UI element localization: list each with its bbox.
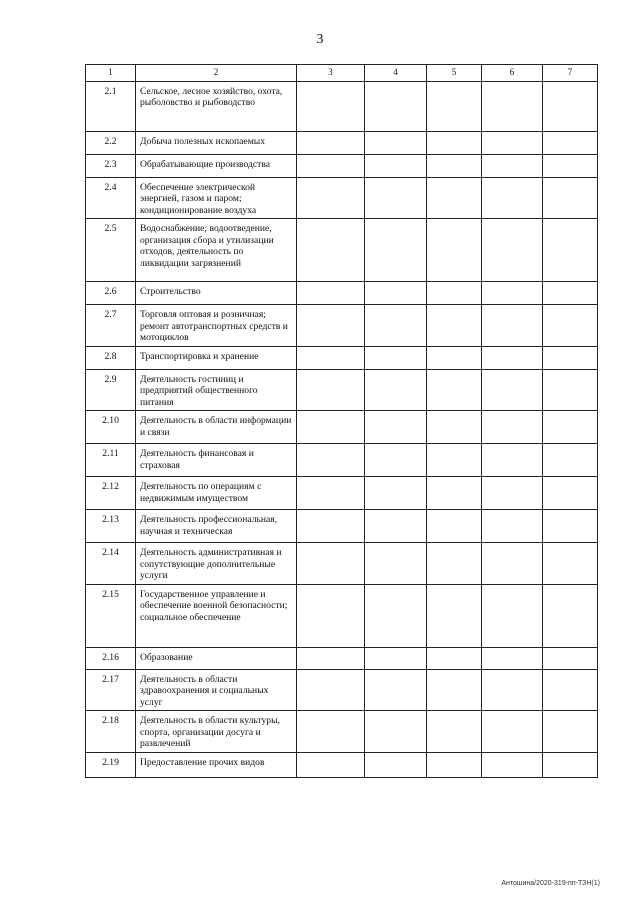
empty-cell (543, 219, 598, 282)
empty-cell (543, 647, 598, 669)
column-header: 4 (365, 65, 427, 82)
column-header: 5 (427, 65, 482, 82)
empty-cell (482, 543, 543, 585)
activity-label: Деятельность гостиниц и предприятий общественного питания (136, 369, 297, 411)
table-row (86, 282, 598, 305)
empty-cell (482, 752, 543, 777)
activity-label: Строительство (136, 282, 297, 305)
empty-cell (482, 647, 543, 669)
empty-cell (427, 305, 482, 347)
table-row (86, 477, 598, 510)
empty-cell (543, 411, 598, 444)
activity-label: Обеспечение электрической энергией, газом и паром; кондиционирование воздуха (136, 177, 297, 219)
empty-cell (365, 81, 427, 131)
row-number: 2.11 (86, 444, 136, 477)
empty-cell (543, 711, 598, 753)
empty-cell (482, 282, 543, 305)
empty-cell (482, 510, 543, 543)
table-row (86, 346, 598, 369)
table-row (86, 510, 598, 543)
row-number: 2.1 (86, 81, 136, 131)
empty-cell (543, 282, 598, 305)
activity-label: Образование (136, 647, 297, 669)
empty-cell (543, 510, 598, 543)
empty-cell (365, 219, 427, 282)
empty-cell (297, 444, 365, 477)
activity-label: Сельское, лесное хозяйство, охота, рыболовство и рыбоводство (136, 81, 297, 131)
empty-cell (482, 369, 543, 411)
empty-cell (365, 282, 427, 305)
column-header: 6 (482, 65, 543, 82)
empty-cell (482, 669, 543, 711)
empty-cell (427, 543, 482, 585)
row-number: 2.18 (86, 711, 136, 753)
row-number: 2.15 (86, 584, 136, 647)
empty-cell (543, 477, 598, 510)
activity-label: Деятельность по операциям с недвижимым имуществом (136, 477, 297, 510)
empty-cell (427, 510, 482, 543)
header-row (86, 65, 598, 82)
activity-label: Добыча полезных ископаемых (136, 131, 297, 154)
column-header: 2 (136, 65, 297, 82)
activity-label: Государственное управление и обеспечение военной безопасности; социальное обеспечение (136, 584, 297, 647)
table-row (86, 444, 598, 477)
empty-cell (427, 584, 482, 647)
empty-cell (297, 584, 365, 647)
column-header: 1 (86, 65, 136, 82)
empty-cell (482, 346, 543, 369)
activity-label: Деятельность в области информации и связи (136, 411, 297, 444)
empty-cell (427, 752, 482, 777)
empty-cell (297, 346, 365, 369)
empty-cell (482, 477, 543, 510)
activity-label: Деятельность административная и сопутствующие дополнительные услуги (136, 543, 297, 585)
empty-cell (365, 411, 427, 444)
table-row (86, 411, 598, 444)
column-header: 7 (543, 65, 598, 82)
empty-cell (297, 369, 365, 411)
table-row (86, 177, 598, 219)
empty-cell (427, 346, 482, 369)
empty-cell (543, 669, 598, 711)
empty-cell (297, 81, 365, 131)
table-row (86, 305, 598, 347)
column-header: 3 (297, 65, 365, 82)
empty-cell (427, 477, 482, 510)
empty-cell (365, 543, 427, 585)
empty-cell (543, 81, 598, 131)
empty-cell (365, 444, 427, 477)
empty-cell (365, 752, 427, 777)
activity-label: Деятельность в области здравоохранения и социальных услуг (136, 669, 297, 711)
empty-cell (365, 711, 427, 753)
empty-cell (297, 543, 365, 585)
empty-cell (365, 647, 427, 669)
empty-cell (297, 282, 365, 305)
row-number: 2.19 (86, 752, 136, 777)
empty-cell (427, 369, 482, 411)
empty-cell (427, 411, 482, 444)
empty-cell (297, 154, 365, 177)
table-row (86, 219, 598, 282)
page-number: 3 (316, 32, 324, 47)
empty-cell (427, 647, 482, 669)
empty-cell (482, 219, 543, 282)
empty-cell (543, 584, 598, 647)
empty-cell (297, 131, 365, 154)
empty-cell (365, 154, 427, 177)
empty-cell (297, 669, 365, 711)
empty-cell (543, 752, 598, 777)
activity-label: Деятельность в области культуры, спорта, организации досуга и развлечений (136, 711, 297, 753)
row-number: 2.6 (86, 282, 136, 305)
empty-cell (297, 711, 365, 753)
empty-cell (365, 346, 427, 369)
empty-cell (482, 81, 543, 131)
document-footer: Антошина/2020-319-пп-ТЗН(1) (501, 880, 600, 887)
empty-cell (427, 177, 482, 219)
row-number: 2.12 (86, 477, 136, 510)
table-row (86, 584, 598, 647)
empty-cell (297, 177, 365, 219)
empty-cell (297, 752, 365, 777)
row-number: 2.3 (86, 154, 136, 177)
activity-label: Деятельность финансовая и страховая (136, 444, 297, 477)
row-number: 2.14 (86, 543, 136, 585)
table-row (86, 154, 598, 177)
table-row (86, 752, 598, 777)
empty-cell (482, 131, 543, 154)
empty-cell (365, 177, 427, 219)
table-row (86, 711, 598, 753)
table-row (86, 647, 598, 669)
empty-cell (297, 647, 365, 669)
empty-cell (482, 444, 543, 477)
empty-cell (365, 477, 427, 510)
empty-cell (482, 154, 543, 177)
activity-label: Предоставление прочих видов (136, 752, 297, 777)
empty-cell (482, 411, 543, 444)
empty-cell (427, 219, 482, 282)
activity-label: Водоснабжение; водоотведение, организация сбора и утилизации отходов, деятельность по ликвидации загрязнений (136, 219, 297, 282)
table-row (86, 543, 598, 585)
empty-cell (543, 543, 598, 585)
empty-cell (427, 711, 482, 753)
empty-cell (427, 81, 482, 131)
empty-cell (365, 131, 427, 154)
empty-cell (297, 411, 365, 444)
table-row (86, 369, 598, 411)
empty-cell (297, 510, 365, 543)
empty-cell (297, 305, 365, 347)
empty-cell (482, 584, 543, 647)
activity-label: Транспортировка и хранение (136, 346, 297, 369)
empty-cell (365, 584, 427, 647)
empty-cell (482, 305, 543, 347)
empty-cell (365, 369, 427, 411)
row-number: 2.4 (86, 177, 136, 219)
empty-cell (543, 346, 598, 369)
activity-label: Торговля оптовая и розничная; ремонт автотранспортных средств и мотоциклов (136, 305, 297, 347)
row-number: 2.13 (86, 510, 136, 543)
empty-cell (427, 282, 482, 305)
empty-cell (543, 177, 598, 219)
empty-cell (427, 669, 482, 711)
empty-cell (543, 369, 598, 411)
row-number: 2.7 (86, 305, 136, 347)
empty-cell (543, 131, 598, 154)
row-number: 2.5 (86, 219, 136, 282)
empty-cell (543, 305, 598, 347)
row-number: 2.10 (86, 411, 136, 444)
empty-cell (365, 305, 427, 347)
activity-label: Деятельность профессиональная, научная и техническая (136, 510, 297, 543)
activity-label: Обрабатывающие производства (136, 154, 297, 177)
empty-cell (543, 444, 598, 477)
empty-cell (482, 711, 543, 753)
row-number: 2.2 (86, 131, 136, 154)
table-row (86, 669, 598, 711)
row-number: 2.8 (86, 346, 136, 369)
empty-cell (365, 669, 427, 711)
data-table (85, 64, 598, 778)
row-number: 2.9 (86, 369, 136, 411)
empty-cell (543, 154, 598, 177)
row-number: 2.16 (86, 647, 136, 669)
empty-cell (427, 131, 482, 154)
empty-cell (297, 477, 365, 510)
empty-cell (365, 510, 427, 543)
table-row (86, 131, 598, 154)
empty-cell (297, 219, 365, 282)
empty-cell (427, 444, 482, 477)
empty-cell (482, 177, 543, 219)
table-row (86, 81, 598, 131)
row-number: 2.17 (86, 669, 136, 711)
empty-cell (427, 154, 482, 177)
